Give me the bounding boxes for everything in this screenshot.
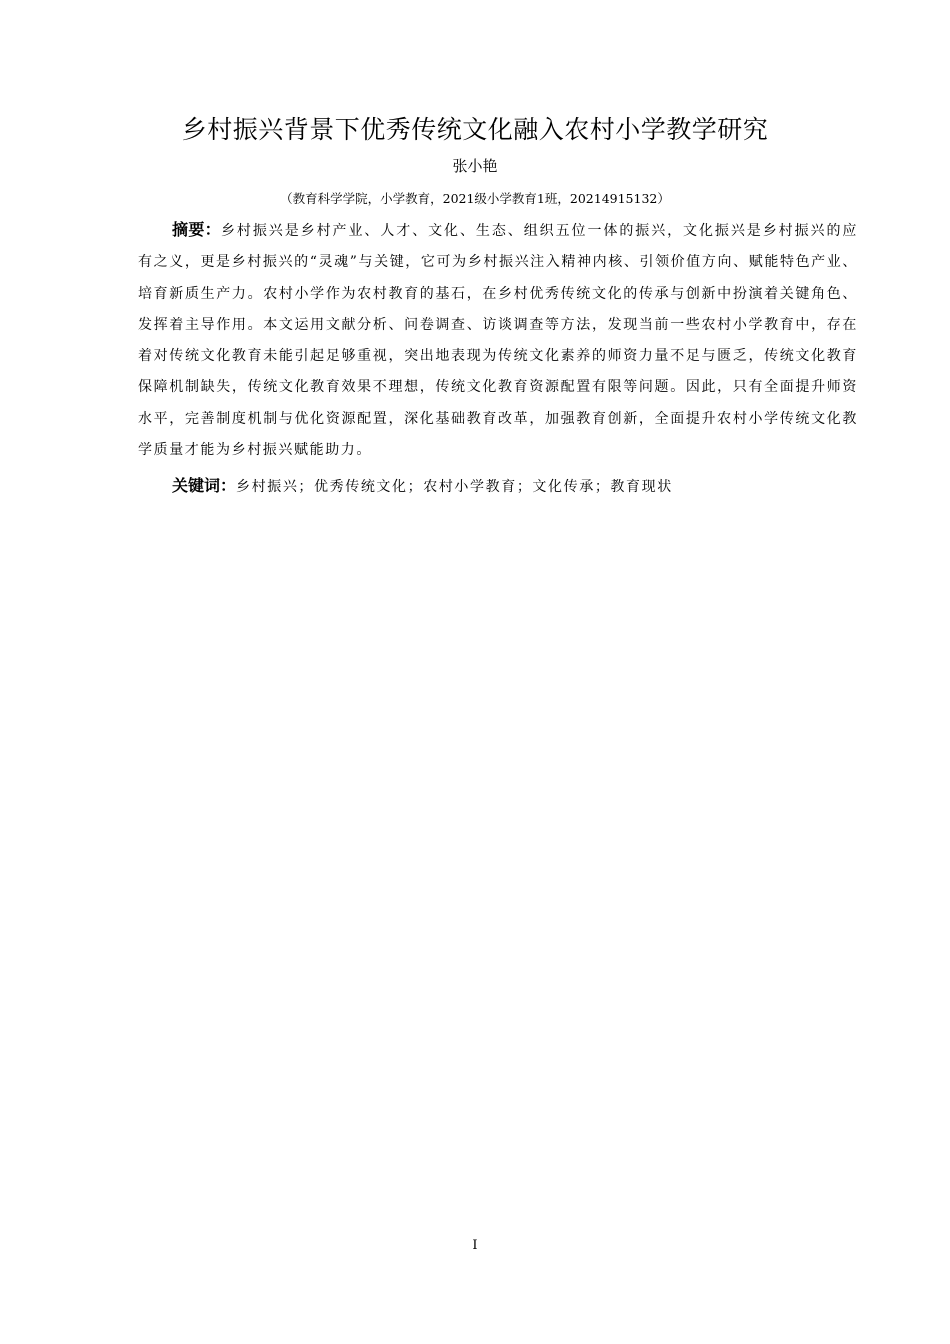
author-affiliation: （教育科学学院，小学教育，2021级小学教育1班，20214915132）	[280, 191, 670, 206]
abstract-text: 乡村振兴是乡村产业、人才、文化、生态、组织五位一体的振兴，文化振兴是乡村振兴的应有之义，更是乡村振兴的“灵魂”与关键，它可为乡村振兴注入精神内核、引领价值方向、赋能特色产业、培育新质生产力。农村小学作为农村教育的基石，在乡村优秀传统文化的传承与创新中扮演着关键角色、发挥着主导作用。本文运用文献分析、问卷调查、访谈调查等方法，发现当前一些农村小学教育中，存在着对传统文化教育未能引起足够重视，突出地表现为传统文化素养的师资力量不足与匮乏，传统文化教育保障机制缺失，传统文化教育效果不理想，传统文化教育资源配置有限等问题。因此，只有全面提升师资水平，完善制度机制与优化资源配置，深化基础教育改革，加强教育创新，全面提升农村小学传统文化教学质量才能为乡村振兴赋能助力。	[138, 223, 858, 459]
page-number: I	[472, 1238, 478, 1253]
keywords-text: 乡村振兴；优秀传统文化；农村小学教育；文化传承；教育现状	[236, 479, 673, 495]
author-name: 张小艳	[452, 157, 498, 175]
paper-title: 乡村振兴背景下优秀传统文化融入农村小学教学研究	[181, 115, 769, 144]
keywords-label: 关键词：	[172, 476, 237, 495]
keywords-line	[172, 470, 862, 503]
abstract-paragraph	[138, 214, 858, 466]
abstract-label: 摘要：	[172, 220, 221, 239]
